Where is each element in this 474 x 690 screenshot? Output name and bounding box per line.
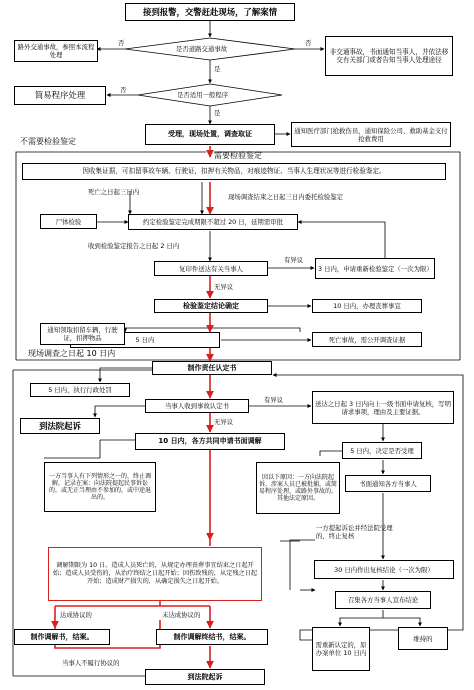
court-filing-box-2: 到法院起诉 — [145, 669, 265, 685]
accept-and-investigate-box: 受理，现场处置，调查取证 — [145, 124, 275, 145]
accept-decision-box: 5 日内，决定是否受理 — [342, 442, 422, 459]
rejection-reasons-box: 因以下原因：一方向法院起诉，涉案人员已被批捕，或简易程序处理，或路外事故的。其他法定原因。 — [256, 462, 340, 514]
has-objection-label-2: 有异议 — [264, 396, 284, 404]
exam-confirmed-box: 检验鉴定结论确定 — [154, 299, 268, 313]
termination-box: 一方当事人有下列情形之一的，终止调解，记录在案：向法院提起民事诉讼的，或无正当理由不参加的，或中途退出的。 — [44, 462, 156, 512]
mediation-book-box: 制作调解书，结案。 — [14, 629, 110, 645]
report-step: 接到报警，交警赶赴现场，了解案情 — [125, 3, 295, 21]
autopsy-box: 尸体检验 — [40, 214, 97, 229]
no-objection-label-1: 无异议 — [214, 283, 234, 291]
survey-ten-days-label: 现场调查之日起 10 日内 — [28, 349, 116, 358]
make-liability-cert-box: 制作责任认定书 — [152, 361, 272, 375]
penalty-box: 5 日内，执行行政处罚 — [30, 383, 130, 397]
joint-mediation-box: 10 日内，各方共同申请书面调解 — [135, 433, 285, 450]
announce-result-box: 召集各方当事人宣布结论 — [335, 591, 431, 609]
re-exam-box: 3 日内，申请重新检验鉴定（一次为限） — [315, 258, 435, 279]
no-objection-label-2: 无异议 — [214, 418, 234, 426]
no-label-general: 否 — [120, 86, 127, 94]
notify-medical-insurance-box: 通知医疗部门抢救伤员，通知保险公司、救助基金支付抢救费用 — [291, 122, 451, 147]
non-traffic-accident-box: 非交通事故，书面通知当事人，并依法移交有关部门或者告知当事人处理途径 — [325, 36, 453, 76]
yes-label-2: 是 — [214, 109, 221, 117]
written-notice-box: 书面通知各方当事人 — [345, 475, 431, 492]
off-road-accident-box: 路外交通事故，参照本流程处理 — [14, 40, 98, 62]
evidence-collection-box: 因收集证据，可扣留事故车辆、行驶证，扣押有关物品，对痕迹物证、当事人生理状况等进行检验鉴定。 — [22, 163, 446, 180]
review-application-box: 送达之日起 3 日内向上一级书面申请复核，写明请求事项，理由及主要证据。 — [312, 391, 454, 424]
road-accident-decision: 是否道路交通事故 — [176, 45, 228, 53]
exam-needed-label: 需要检验鉴定 — [214, 151, 262, 160]
agreement-reached-label: 达成协议的 — [60, 611, 92, 619]
no-agreement-label: 未达成协议的 — [162, 611, 201, 619]
general-procedure-decision: 是否适用一般程序 — [177, 91, 229, 99]
yes-label-1: 是 — [214, 65, 221, 73]
court-filing-box-1: 到法院起诉 — [20, 418, 100, 434]
simple-procedure-box: 简易程序处理 — [14, 86, 106, 105]
survey-three-days-label: 现场调查结束之日起三日内委托检验鉴定 — [228, 193, 344, 201]
no-exam-needed-label: 不需要检验鉴定 — [20, 137, 76, 146]
mediation-period-box: 调解期限为 10 日。造成人员死亡的，从规定办理丧葬事宜结束之日起开始；造成人员受伤的，从治疗终结之日起开始；因伤致残的，从定残之日起开始；造成财产损失的，从确定损失之日起开始。 — [48, 547, 262, 601]
report-received-label: 收到检验鉴定报告之日起 2 日内 — [88, 242, 180, 250]
cert-received-box: 当事人收到事故认定书 — [145, 399, 249, 413]
mediation-end-box: 制作调解终结书，结案。 — [156, 629, 268, 645]
copy-delivered-box: 复印件送达有关当事人 — [154, 261, 268, 276]
notify-pickup-box: 通知领取扣留车辆，行驶证，扣押物品 — [40, 323, 125, 345]
exam-deadline-box: 约定检验鉴定完成期限不超过 20 日，延期需审批 — [128, 214, 298, 230]
no-label-right: 否 — [305, 39, 312, 47]
court-ended-review-label: 一方提起诉讼并经法院受理的，终止复核 — [316, 524, 393, 540]
maintained-box: 维持的 — [398, 627, 448, 650]
redo-box: 需重新认定的，原办案单位 10 日内 — [312, 627, 370, 671]
not-perform-label: 当事人不履行协议的 — [62, 659, 120, 667]
five-days-box: 5 日内 — [70, 332, 220, 348]
no-label-left: 否 — [118, 39, 125, 47]
death-three-days-label: 死亡之日起三日内 — [88, 188, 140, 196]
public-notice-box: 死亡事故，需公开调查证据 — [312, 332, 422, 347]
has-objection-label-1: 有异议 — [284, 256, 304, 264]
funeral-box: 10 日内，办理丧葬事宜 — [312, 299, 422, 313]
review-result-box: 30 日内作出复核结论（一次为限） — [314, 560, 454, 579]
